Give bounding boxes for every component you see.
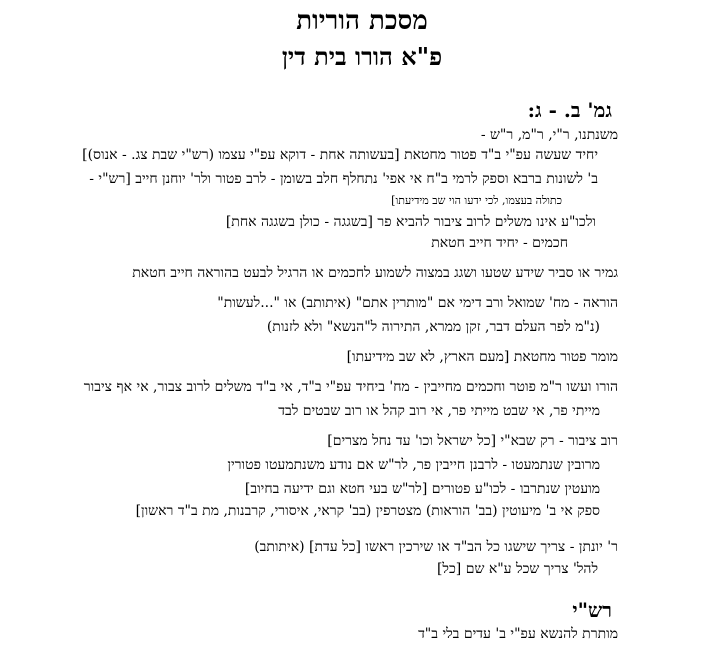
text-line: משנתנו, ר"י, ר"מ, ר"ש -	[480, 127, 618, 143]
section-heading-gemara: גמ' ב. - ג:	[527, 98, 612, 122]
text-line: מועטין שנתרבו - לכו"ע פטורים [לר"ש בעי חטא וגם ידיעה בחיוב]	[244, 481, 600, 497]
text-line: חכמים - יחיד חייב חטאת	[431, 235, 568, 251]
text-line: ר' יונתן - צריך שישגו כל הב"ד או שירכין ראשו [כל עדת] (איתותב)	[254, 539, 618, 555]
text-line: גמיר או סביר שידע שטעו ושגג במצוה לשמוע לחכמים או הרגיל לבעט בהוראה חייב חטאת	[132, 265, 618, 281]
text-line: ב' לשונות ברבא וספק לרמי ב"ח אי אפי' נתחלף חלב בשומן - לרב פטור ולר' יוחנן חייב [רש"י -	[89, 171, 598, 187]
text-line: הוראה - מח' שמואל ורב דימי אם "מותרין אתם" (איתותב) או "...לעשות"	[217, 295, 618, 311]
text-line: ספק אי ב' מיעוטין (בב' הוראות) מצטרפין (בב' קראי, איסורי, קרבנות, מת ב"ד ראשון]	[135, 503, 600, 519]
text-line: להל' צריך שכל ע"א שם [כל]	[436, 561, 598, 577]
text-line: (נ"מ לפר העלם דבר, זקן ממרא, התירוה ל"הנשא" ולא לזנות)	[266, 319, 600, 335]
page-title: מסכת הוריות	[296, 6, 428, 36]
text-line: מרובין שנתמעטו - לרבנן חייבין פר, לר"ש אם נודע משנתמעטו פטורין	[227, 457, 600, 473]
section-heading-rashi: רש"י	[572, 598, 612, 622]
text-line: הורו ועשו ר"מ פוטר וחכמים מחייבין - מח' ביחיד עפ"י ב"ד, אי ב"ד משלים לרוב צבור, אי אף ציבור	[83, 379, 618, 395]
text-line: יחיד שעשה עפ"י ב"ד פטור מחטאת [בעשותה אחת - דוקא עפ"י עצמו (רש"י שבת צג. - אנוס)]	[82, 147, 598, 163]
text-line: כתולה בעצמו, לכי ידעו הוי שב מידיעתו]	[391, 194, 562, 207]
text-line: מותרת להנשא עפ"י ב' עדים בלי ב"ד	[418, 626, 618, 642]
text-line: מומר פטור מחטאת [מעם הארץ, לא שב מידיעתו]	[346, 349, 618, 365]
text-line: ולכו"ע אינו משלים לרוב ציבור להביא פר [בשגגה - כולן בשגגה אחת]	[225, 214, 596, 230]
text-line: רוב ציבור - רק שבא"י [כל ישראל וכו' עד נחל מצרים]	[327, 433, 618, 449]
page-subtitle: פ"א הורו בית דין	[281, 42, 443, 71]
text-line: מייתי פר, אי שבט מייתי פר, אי רוב קהל או רוב שבטים לבד	[278, 403, 600, 419]
